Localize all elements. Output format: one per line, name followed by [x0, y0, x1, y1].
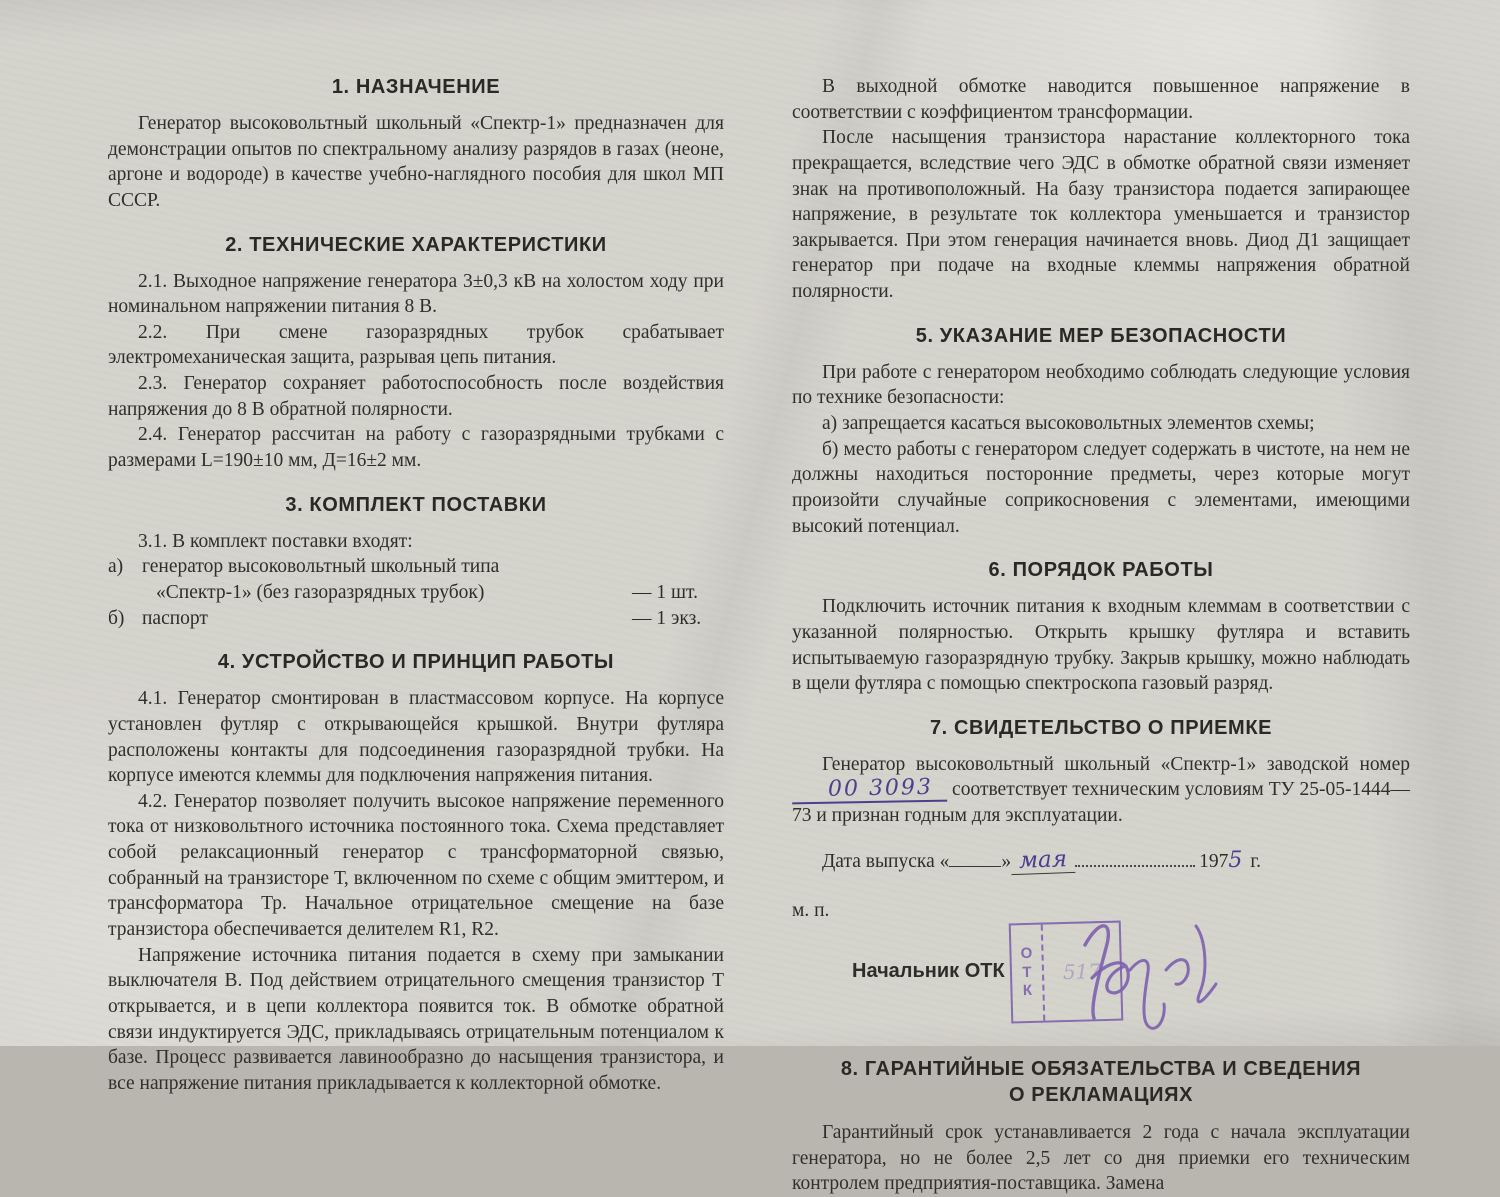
section-2-paragraph-2: 2.2. При смене газоразрядных трубок срабатывает электромеханическая защита, разрывая цепь питания.	[108, 321, 724, 369]
section-4-paragraph-1: 4.1. Генератор смонтирован в пластмассовом корпусе. На корпусе установлен футляр с открывающейся крышкой. Внутри футляра расположены контакты для подсоединения газоразрядной трубки. На корпусе имеются клеммы для подключения напряжения питания.	[108, 688, 724, 787]
section-8-heading-line1: 8. ГАРАНТИЙНЫЕ ОБЯЗАТЕЛЬСТВА И СВЕДЕНИЯ	[840, 1058, 1362, 1081]
issue-date-line	[792, 847, 1410, 874]
section-3-heading: 3. КОМПЛЕКТ ПОСТАВКИ	[285, 493, 547, 516]
section-2-paragraph-4: 2.4. Генератор рассчитан на работу с газоразрядными трубками с размерами L=190±10 мм, Д=16±2 мм.	[108, 424, 724, 472]
section-5-item-b: б) место работы с генератором следует содержать в чистоте, на нем не должны находиться посторонние предметы, через которые могут произойти случайные соприкосновения с элементами, имеющими высокий потенциал.	[792, 438, 1410, 537]
otk-stamp-letter-o: О	[1020, 944, 1033, 963]
kit-item-b-quantity	[632, 606, 724, 632]
kit-item-b-label: б)	[108, 607, 125, 629]
kit-item-a-line2: «Спектр-1» (без газоразрядных трубок)	[156, 581, 485, 603]
kit-item-a-quantity	[632, 554, 724, 605]
otk-stamp	[1009, 921, 1124, 1024]
acceptance-text-after-serial: соответствует техническим условиям ТУ 25-05-1444—73 и признан годным для эксплуатации.	[792, 779, 1410, 827]
acceptance-paragraph	[792, 752, 1410, 829]
otk-stamp-letters	[1011, 925, 1046, 1022]
otk-stamp-number: 517	[1062, 959, 1102, 985]
kit-item-b-quantity-value: — 1 экз.	[632, 607, 702, 629]
kit-item-b-text: паспорт	[142, 607, 208, 629]
issue-date-dotted-leader	[1075, 847, 1195, 867]
issue-year-printed: 197	[1199, 851, 1229, 873]
kit-item-a-quantity-value: — 1 шт.	[632, 581, 698, 603]
acceptance-text-before-serial: Генератор высоковольтный школьный «Спектр-1» заводской номер	[822, 753, 1410, 775]
section-2-paragraph-3: 2.3. Генератор сохраняет работоспособность после воздействия напряжения до 8 В обратной полярности.	[108, 373, 724, 420]
section-8-heading-line2: О РЕКЛАМАЦИЯХ	[1008, 1084, 1194, 1107]
section-4-continuation-1: В выходной обмотке наводится повышенное напряжение в соответствии с коэффициентом трансформации.	[792, 76, 1410, 123]
section-5-paragraph-1: При работе с генератором необходимо соблюдать следующие условия по технике безопасности:	[792, 361, 1410, 409]
otk-stamp-letter-t: Т	[1022, 963, 1032, 981]
section-8-paragraph: Гарантийный срок устанавливается 2 года с начала эксплуатации генератора, но не более 2,5 лет со дня приемки его техническим контролем предприятия-поставщика. Замена	[792, 1122, 1410, 1195]
section-6-paragraph: Подключить источник питания к входным клеммам в соответствии с указанной полярностью. Открыть крышку футляра и вставить испытываемую газоразрядную трубку. Закрыв крышку, можно наблюдать в щели футляра с помощью спектроскопа газовый разряд.	[792, 596, 1410, 695]
kit-item-a-text	[142, 554, 632, 605]
left-column	[108, 76, 724, 1097]
otk-stamp-letter-k: К	[1022, 982, 1033, 1000]
section-1-heading: 1. НАЗНАЧЕНИЕ	[331, 76, 501, 98]
kit-item-a-label: а)	[108, 556, 124, 578]
issue-date-day-blank	[949, 848, 1001, 867]
section-2-paragraph-1: 2.1. Выходное напряжение генератора 3±0,3 кВ на холостом ходу при номинальном напряжении питания 8 В.	[108, 270, 724, 318]
section-4-paragraph-3: Напряжение источника питания подается в схему при замыкании выключателя В. Под действием отрицательного смещения транзистор Т открывается, и в цепи коллектора появится ток. В обмотке обратной связи индуктируется ЭДС, прикладываясь отрицательным потенциалом к базе. Процесс развивается лавинообразно до насыщения транзистора, и все напряжение питания прикладывается к коллекторной обмотке.	[108, 944, 724, 1094]
issue-year-handwritten-digit: 5	[1228, 848, 1243, 874]
kit-item-a-line1: генератор высоковольтный школьный типа	[142, 556, 500, 578]
section-5-item-a: а) запрещается касаться высоковольтных элементов схемы;	[822, 413, 1315, 435]
otk-chief-label: Начальник ОТК	[852, 960, 1005, 983]
kit-item-a	[108, 554, 724, 605]
seal-place-label: м. п.	[792, 900, 830, 922]
section-5-heading: 5. УКАЗАНИЕ МЕР БЕЗОПАСНОСТИ	[915, 324, 1287, 347]
serial-number-handwritten: 00 3093	[792, 777, 947, 805]
section-3-intro: 3.1. В комплект поставки входят:	[138, 530, 413, 552]
section-1-paragraph: Генератор высоковольтный школьный «Спектр-1» предназначен для демонстрации опытов по спектральному анализу разрядов в газах (неоне, аргоне и водороде) в качестве учебно-наглядного пособия для школ МП СССР.	[108, 113, 724, 211]
issue-year-suffix: г.	[1250, 851, 1262, 873]
issue-date-label: Дата выпуска «	[822, 851, 950, 873]
section-4-paragraph-2: 4.2. Генератор позволяет получить высокое напряжение переменного тока от низковольтного источника постоянного тока. Схема представляет собой релаксационный генератор с трансформаторной связью, собранный на транзисторе Т, включенном по схеме с общим эмиттером, и трансформатора Тр. Начальное отрицательное смещение на базе транзистора обеспечивается делителем R1, R2.	[108, 790, 724, 941]
section-4-heading: 4. УСТРОЙСТВО И ПРИНЦИП РАБОТЫ	[217, 651, 615, 674]
section-2-heading: 2. ТЕХНИЧЕСКИЕ ХАРАКТЕРИСТИКИ	[225, 233, 607, 256]
right-column	[792, 74, 1410, 1197]
otk-signature-block	[792, 922, 1410, 1042]
section-8-heading	[792, 1056, 1410, 1108]
section-7-heading: 7. СВИДЕТЕЛЬСТВО О ПРИЕМКЕ	[929, 716, 1273, 739]
issue-month-handwritten: мая	[1011, 846, 1076, 875]
issue-date-quote-close: »	[1001, 851, 1012, 873]
kit-item-b	[108, 606, 724, 632]
section-4-continuation-2: После насыщения транзистора нарастание коллекторного тока прекращается, вследствие чего ЭДС в обмотке обратной связи изменяет знак на противоположный. На базу транзистора подается запирающее напряжение, в результате ток коллектора уменьшается и транзистор закрывается. При этом генерация начинается вновь. Диод Д1 защищает генератор при подаче на входные клеммы напряжения обратной полярности.	[792, 127, 1410, 303]
section-6-heading: 6. ПОРЯДОК РАБОТЫ	[988, 559, 1214, 582]
